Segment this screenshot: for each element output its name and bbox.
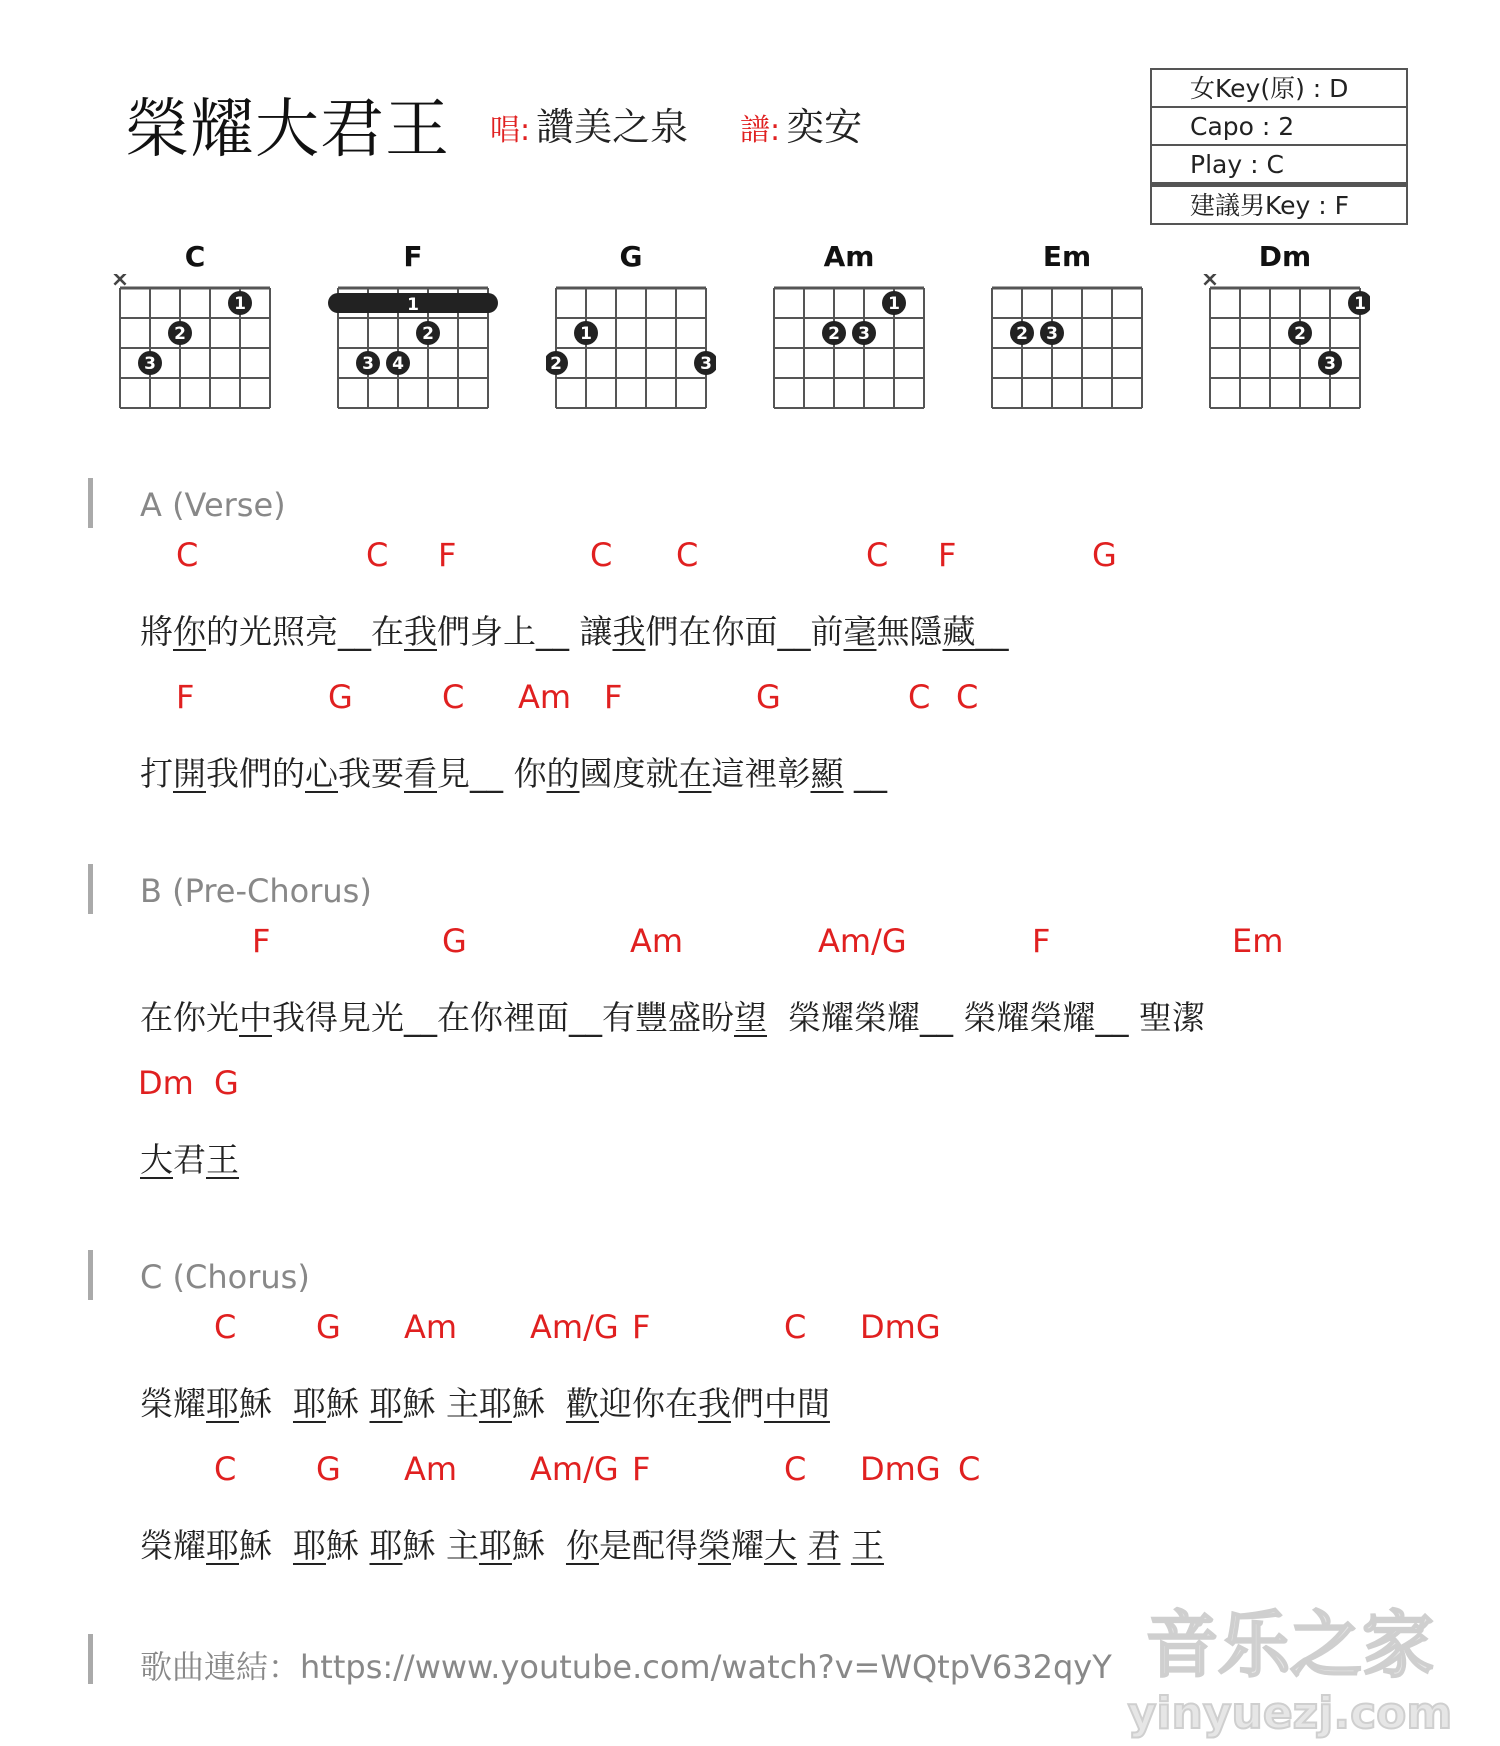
key-info-play: Play : C (1152, 146, 1406, 187)
chord-label: Am/G (530, 1308, 619, 1346)
finger-number: 2 (1016, 324, 1028, 344)
lyric-text: 在你光 (140, 998, 239, 1037)
lyric-text: 我 (612, 612, 646, 651)
key-info-original: 女Key(原) : D (1152, 70, 1406, 108)
chord-label: C (214, 1308, 237, 1346)
chord-diagram-name: C (184, 240, 206, 273)
chord-diagram-c (110, 240, 280, 420)
lyric-text: 穌 (239, 1384, 293, 1423)
chord-label: G (1092, 536, 1117, 574)
chord-label: Am (630, 922, 684, 960)
singer-credit (490, 96, 688, 151)
lyric-text: 耶 (206, 1526, 239, 1565)
finger-number: 2 (422, 324, 434, 344)
finger-number: 2 (1294, 324, 1306, 344)
finger-number: 3 (858, 324, 870, 344)
chord-label: C (958, 1450, 981, 1488)
chord-label: Am/G (818, 922, 907, 960)
lyric-text: 們 (730, 1384, 764, 1423)
chord-label: DmG (860, 1450, 941, 1488)
lyric-text: 穌 (325, 1526, 370, 1565)
chord-label: G (316, 1450, 341, 1488)
lyric-text: 君 (173, 1140, 206, 1179)
chord-grid (1200, 274, 1370, 424)
finger-number: 1 (1354, 294, 1366, 314)
chord-label: G (756, 678, 781, 716)
finger-number: 2 (828, 324, 840, 344)
chord-label: Am/G (530, 1450, 619, 1488)
section-c-heading: C (Chorus) (140, 1258, 310, 1296)
chord-label: C (176, 536, 199, 574)
lyric-text: 王 (850, 1526, 884, 1565)
section-bar (88, 1250, 93, 1300)
chord-label: Dm (138, 1064, 194, 1102)
lyric-text: 看 (404, 754, 437, 793)
finger-number: 3 (1324, 354, 1336, 374)
watermark-bottom: yinyuezj.com (1127, 1688, 1453, 1739)
lyric-text: 耶 (369, 1526, 403, 1565)
lyric-text: 是配得 (598, 1526, 698, 1565)
lyric-text: 大 (763, 1526, 797, 1565)
finger-number: 3 (144, 354, 156, 374)
chord-label: DmG (860, 1308, 941, 1346)
song-title: 榮耀大君王 (125, 93, 450, 167)
lyric-text: 穌 主 (402, 1384, 479, 1423)
chord-label: F (1032, 922, 1051, 960)
chord-label: Am (404, 1308, 458, 1346)
lyric-text: 我 (404, 612, 437, 651)
lyric-text: 藏 (942, 612, 976, 651)
finger-number: 1 (580, 324, 592, 344)
chord-label: F (438, 536, 457, 574)
section-bar (88, 478, 93, 528)
lyric-text: 耶 (292, 1384, 326, 1423)
lyric-line (140, 1378, 830, 1425)
key-info-capo: Capo : 2 (1152, 108, 1406, 146)
section-bar (88, 1634, 93, 1684)
lyric-text: 榮 (697, 1526, 731, 1565)
chord-diagram-name: Em (1042, 240, 1092, 273)
lyric-text: 中間 (763, 1384, 830, 1423)
lyric-text: 毫 (843, 612, 877, 651)
chord-label: F (604, 678, 623, 716)
lyric-text (797, 1526, 808, 1565)
lyric-text: 打 (140, 754, 173, 793)
chord-label: C (784, 1450, 807, 1488)
section-bar (88, 864, 93, 914)
finger-number: 3 (362, 354, 374, 374)
lyric-text: 顯 (810, 754, 844, 793)
lyric-text: 在 (678, 754, 712, 793)
mute-icon: × (1200, 274, 1220, 292)
lyric-text: 你 (565, 1526, 599, 1565)
lyric-text: 國度就 (579, 754, 679, 793)
chord-diagram-am (764, 240, 934, 420)
chord-label: F (252, 922, 271, 960)
chord-label: G (316, 1308, 341, 1346)
finger-number: 4 (392, 354, 404, 374)
lyric-text: 我得見光__在你裡面__有豐盛盼 (272, 998, 734, 1037)
lyric-text: 們在你面__前 (645, 612, 844, 651)
arranger-credit (740, 96, 862, 151)
chord-diagram-name: Dm (1258, 240, 1312, 273)
lyric-text: 這裡彰 (711, 754, 811, 793)
chord-label: C (214, 1450, 237, 1488)
chord-diagram-name: F (403, 240, 423, 273)
chord-grid (982, 274, 1152, 424)
lyric-text: 我要 (338, 754, 404, 793)
watermark-top: 音乐之家 (1145, 1603, 1435, 1687)
section-b-heading: B (Pre-Chorus) (140, 872, 372, 910)
lyric-text: 歡 (565, 1384, 599, 1423)
lyric-text: 大 (140, 1140, 173, 1179)
lyric-text: 們身上__ 讓 (437, 612, 613, 651)
lyric-line (140, 1520, 884, 1567)
lyric-text: 穌 (511, 1384, 566, 1423)
finger-number: 1 (234, 294, 246, 314)
finger-number: 1 (407, 295, 419, 315)
chord-diagram-g (546, 240, 716, 420)
chord-label: C (676, 536, 699, 574)
chord-diagram-f (328, 240, 498, 420)
song-link[interactable]: 歌曲連結：https://www.youtube.com/watch?v=WQtpV632qyY (140, 1648, 1112, 1686)
chord-label: Am (518, 678, 572, 716)
lyric-text: 耶 (292, 1526, 326, 1565)
finger-number: 2 (174, 324, 186, 344)
lyric-text: 迎你在 (598, 1384, 698, 1423)
chord-diagram-name: Am (823, 240, 875, 273)
chord-grid (546, 274, 716, 424)
chord-label: C (956, 678, 979, 716)
key-info-box (1150, 68, 1408, 225)
lyric-text: 見__ 你 (437, 754, 547, 793)
lyric-text: 中 (239, 998, 272, 1037)
chord-grid (764, 274, 934, 424)
chord-label: C (866, 536, 889, 574)
mute-icon: × (110, 274, 130, 292)
lyric-text: 耶 (206, 1384, 239, 1423)
chord-grid (328, 274, 498, 424)
chord-label: C (442, 678, 465, 716)
finger-number: 3 (700, 354, 712, 374)
lyric-text: 耶 (478, 1384, 512, 1423)
finger-number: 2 (550, 354, 562, 374)
lyric-text: 將 (140, 612, 173, 651)
lyric-text: 榮耀 (140, 1526, 206, 1565)
chord-label: C (366, 536, 389, 574)
lyric-line (140, 748, 887, 795)
finger-number: 3 (1046, 324, 1058, 344)
chord-label: F (632, 1450, 651, 1488)
chord-label: F (938, 536, 957, 574)
lyric-text: 你 (173, 612, 206, 651)
lyric-text: 榮耀 (140, 1384, 206, 1423)
lyric-text: 穌 (511, 1526, 566, 1565)
key-info-male: 建議男Key : F (1190, 191, 1350, 220)
lyric-text: 君 (807, 1526, 841, 1565)
lyric-text: __ (843, 754, 887, 793)
lyric-text: 耶 (369, 1384, 403, 1423)
lyric-text: 心 (305, 754, 338, 793)
lyric-text: 穌 主 (402, 1526, 479, 1565)
chord-label: Am (404, 1450, 458, 1488)
lyric-text: 耀 (730, 1526, 764, 1565)
chord-label: F (632, 1308, 651, 1346)
chord-label: F (176, 678, 195, 716)
lyric-text: 王 (206, 1140, 239, 1179)
lyric-text: 望 (734, 998, 767, 1037)
finger-number: 1 (888, 294, 900, 314)
chord-label: Em (1232, 922, 1284, 960)
chord-label: G (442, 922, 467, 960)
singer-name: 讚美之泉 (536, 105, 689, 149)
singer-label: 唱: (490, 113, 531, 148)
lyric-text: 開 (173, 754, 206, 793)
chord-label: G (328, 678, 353, 716)
lyric-text (840, 1526, 851, 1565)
chord-label: G (214, 1064, 239, 1102)
lyric-text: 耶 (478, 1526, 512, 1565)
lyric-text: 我們的 (206, 754, 305, 793)
lyric-text: 無隱 (876, 612, 943, 651)
lyric-text: 的 (546, 754, 580, 793)
lyric-text: 榮耀榮耀__ 榮耀榮耀__ 聖潔 (767, 998, 1205, 1037)
lyric-line (140, 606, 1009, 653)
watermark-logo (1120, 1600, 1460, 1740)
chord-diagram-dm (1200, 240, 1370, 420)
chord-label: C (784, 1308, 807, 1346)
lyric-text: 我 (697, 1384, 731, 1423)
lyric-text: __ (975, 612, 1009, 651)
arranger-name: 奕安 (786, 105, 863, 149)
lyric-line (140, 1134, 239, 1181)
chord-diagram-name: G (619, 240, 643, 273)
lyric-text: 穌 (239, 1526, 293, 1565)
arranger-label: 譜: (740, 113, 781, 148)
chord-grid (110, 274, 280, 424)
chord-label: C (908, 678, 931, 716)
lyric-text: 的光照亮__在 (206, 612, 404, 651)
lyric-line (140, 992, 1205, 1039)
chord-diagram-em (982, 240, 1152, 420)
lyric-text: 穌 (325, 1384, 370, 1423)
section-a-heading: A (Verse) (140, 486, 286, 524)
chord-label: C (590, 536, 613, 574)
